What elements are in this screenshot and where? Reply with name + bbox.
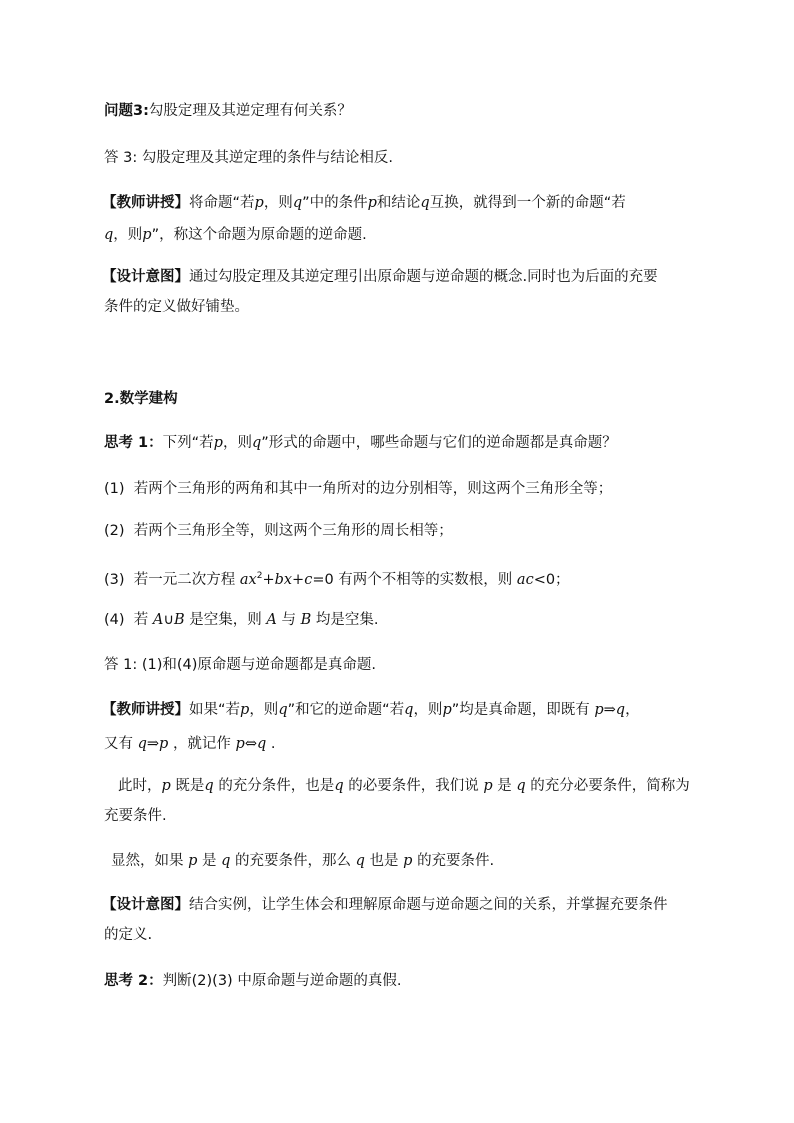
design-intent-2-line2 <box>104 925 152 945</box>
math-var: q <box>104 227 114 243</box>
math-var: A <box>152 612 164 628</box>
math-var: p <box>254 195 264 211</box>
teacher-lecture-2-line1 <box>102 700 640 720</box>
question-label: 问题3: <box>104 103 149 119</box>
design-intent-2-line1 <box>102 895 668 915</box>
text-segment: ，则 <box>263 195 293 211</box>
math-implication: p⇒q <box>594 702 626 718</box>
text-segment: ，则 <box>113 227 143 243</box>
text-segment: 将命题“若 <box>189 195 255 211</box>
item-text: 是空集，则 <box>189 612 262 628</box>
math-var: q <box>278 702 288 718</box>
item-number: (2) <box>104 523 125 539</box>
item-number: (4) <box>104 612 125 628</box>
math-var: p <box>403 853 413 869</box>
text-segment: ”，称这个命题为原命题的逆命题. <box>151 227 367 243</box>
text-segment: ”均是真命题，即既有 <box>451 702 590 718</box>
math-operator: ∪ <box>163 612 174 628</box>
text-segment: 是 <box>497 778 512 794</box>
text-segment: ， <box>625 702 640 718</box>
text-segment: 的充分必要条件，简称为 <box>530 778 690 794</box>
math-var: q <box>334 778 344 794</box>
text-segment: 和结论 <box>376 195 421 211</box>
think-label: 思考 1： <box>104 435 163 451</box>
math-equivalence: p⇔q <box>235 736 267 752</box>
math-var: q <box>221 853 231 869</box>
item-text: 若两个三角形的两角和其中一角所对的边分别相等，则这两个三角形全等； <box>133 481 613 497</box>
text-segment: . <box>270 736 276 752</box>
item-3 <box>104 566 570 590</box>
paragraph-1-line2 <box>104 806 167 826</box>
item-text: 与 <box>281 612 296 628</box>
teacher-lecture-1-line1 <box>102 193 626 213</box>
text-segment: 充要条件. <box>104 808 167 824</box>
text-segment: ，则 <box>413 702 443 718</box>
text-segment: 互换，就得到一个新的命题“若 <box>429 195 626 211</box>
text-segment: 显然，如果 <box>111 853 184 869</box>
text-segment: 也是 <box>369 853 399 869</box>
text-segment: ”和它的逆命题“若 <box>287 702 405 718</box>
math-var: B <box>300 612 312 628</box>
design-tag: 【设计意图】 <box>102 897 189 913</box>
math-term: ac <box>516 572 534 588</box>
think-label: 思考 2： <box>104 973 163 989</box>
math-implication: q⇒p <box>137 736 169 752</box>
design-tag: 【设计意图】 <box>102 269 189 285</box>
teacher-tag: 【教师讲授】 <box>102 702 189 718</box>
text-segment: ”形式的命题中，哪些命题与它们的逆命题都是真命题？ <box>261 435 617 451</box>
math-var: q <box>516 778 526 794</box>
text-segment: ，则 <box>222 435 252 451</box>
text-segment: 的充要条件. <box>417 853 495 869</box>
math-superscript: 2 <box>256 571 263 581</box>
math-var: p <box>240 702 250 718</box>
think-2 <box>104 971 401 991</box>
text-segment: 条件的定义做好铺垫。 <box>104 299 249 315</box>
text-segment: 的必要条件，我们说 <box>348 778 479 794</box>
item-1 <box>104 479 612 499</box>
text-segment: 的定义. <box>104 927 153 943</box>
math-var: p <box>442 702 452 718</box>
math-term: ax <box>239 572 257 588</box>
math-var: p <box>142 227 152 243</box>
section-heading <box>104 389 178 409</box>
item-number: (3) <box>104 572 125 588</box>
paragraph-1-line1 <box>118 776 690 796</box>
text-segment: 是 <box>202 853 217 869</box>
text-segment: 此时， <box>118 778 162 794</box>
item-2 <box>104 521 453 541</box>
answer-3 <box>104 148 393 168</box>
think-1 <box>104 433 617 453</box>
design-intent-1-line1 <box>102 267 658 287</box>
math-var: B <box>173 612 185 628</box>
design-intent-1-line2 <box>104 297 249 317</box>
math-var: p <box>367 195 377 211</box>
text-segment: 通过勾股定理及其逆定理引出原命题与逆命题的概念.同时也为后面的充要 <box>189 269 658 285</box>
text-segment: 如果“若 <box>189 702 241 718</box>
math-term: +bx+c <box>262 572 313 588</box>
teacher-lecture-2-line2 <box>104 734 275 754</box>
item-text: 均是空集. <box>315 612 379 628</box>
item-text: 若 <box>133 612 149 628</box>
teacher-tag: 【教师讲授】 <box>102 195 189 211</box>
text-segment: ，就记作 <box>172 736 231 752</box>
text-segment: 下列“若 <box>162 435 214 451</box>
item-text: =0 有两个不相等的实数根，则 <box>312 572 513 588</box>
math-var: p <box>483 778 493 794</box>
think-text: 判断(2)(3) 中原命题与逆命题的真假. <box>162 973 402 989</box>
math-var: q <box>251 435 262 451</box>
item-text: <0； <box>533 572 570 588</box>
math-var: p <box>213 435 223 451</box>
math-var: q <box>404 702 414 718</box>
answer-text: 答 3: 勾股定理及其逆定理的条件与结论相反. <box>104 150 393 166</box>
teacher-lecture-1-line2 <box>104 225 367 245</box>
text-segment: 结合实例，让学生体会和理解原命题与逆命题之间的关系，并掌握充要条件 <box>189 897 668 913</box>
text-segment: 又有 <box>104 736 133 752</box>
text-segment: 的充分条件，也是 <box>218 778 335 794</box>
math-var: A <box>266 612 277 628</box>
text-segment: ，则 <box>249 702 279 718</box>
math-var: q <box>355 853 365 869</box>
text-segment: 既是 <box>175 778 205 794</box>
item-4 <box>104 610 378 630</box>
math-var: q <box>204 778 214 794</box>
question-text: 勾股定理及其逆定理有何关系？ <box>148 103 352 119</box>
text-segment: ”中的条件 <box>302 195 368 211</box>
math-var: q <box>292 195 303 211</box>
text-segment: 的充要条件，那么 <box>235 853 352 869</box>
item-text: 若一元二次方程 <box>133 572 236 588</box>
math-var: p <box>188 853 198 869</box>
math-var: q <box>420 195 430 211</box>
math-var: p <box>161 778 171 794</box>
answer-text: 答 1: (1)和(4)原命题与逆命题都是真命题. <box>104 657 377 673</box>
question-3 <box>104 101 352 121</box>
section-title: 2.数学建构 <box>104 391 178 407</box>
answer-1 <box>104 655 376 675</box>
item-text: 若两个三角形全等，则这两个三角形的周长相等； <box>133 523 453 539</box>
paragraph-2 <box>111 851 494 871</box>
item-number: (1) <box>104 481 125 497</box>
